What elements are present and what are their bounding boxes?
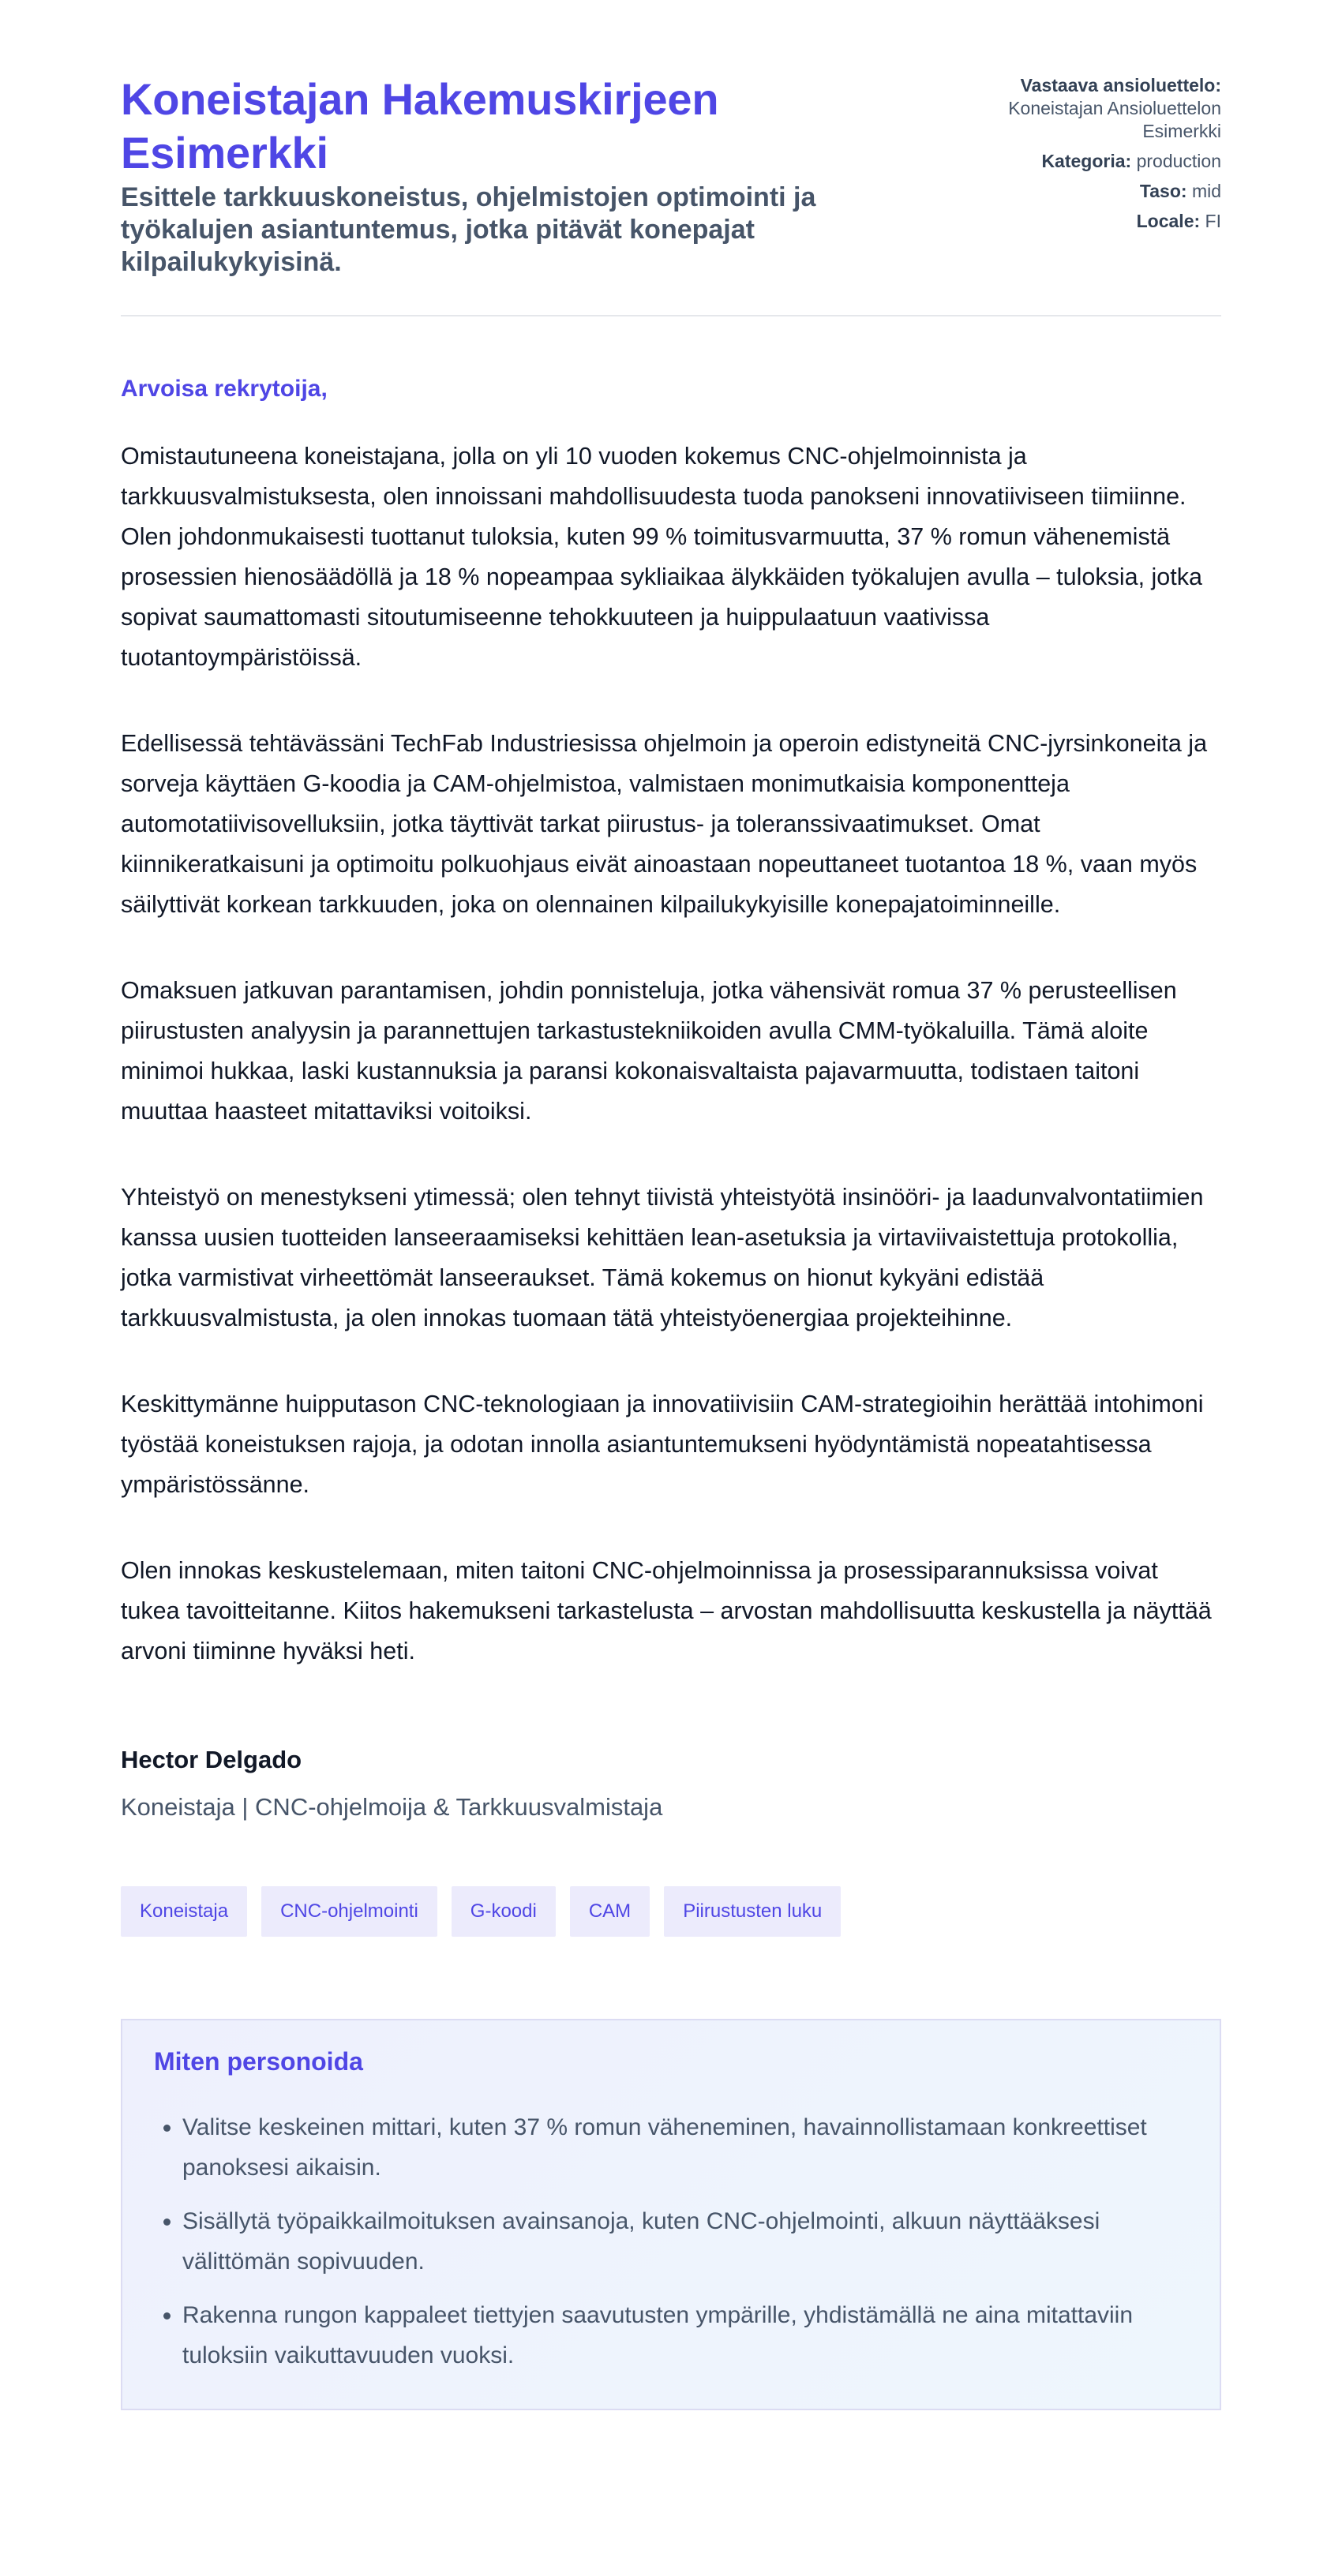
- letter-body: [121, 373, 1221, 2410]
- tag-list: [121, 1886, 1221, 1937]
- meta-resume-label: Vastaava ansioluettelo:: [1020, 75, 1221, 95]
- letter-paragraph-4: Yhteistyö on menestykseni ytimessä; olen tehnyt tiivistä yhteistyötä insinööri- ja laadunvalvontatiimien kanssa uusien tuotteiden lanseeraamiseksi kehittäen lean-asetuksia ja virtaviivaistettuja protokollia, jotka varmistivat virheettömät lanseeraukset. Tämä kokemus on hionut kykyäni edistää tarkkuusvalmistusta, ja olen innokas tuomaan tätä yhteistyöenergiaa projekteihinne.: [121, 1184, 1204, 1331]
- meta-level-label: Taso:: [1139, 181, 1187, 201]
- meta-category-label: Kategoria:: [1041, 151, 1132, 171]
- greeting-punctuation: ,: [321, 376, 328, 402]
- tag-cnc-ohjelmointi[interactable]: CNC-ohjelmointi: [261, 1886, 437, 1937]
- signature-title: Koneistaja | CNC-ohjelmoija & Tarkkuusvalmistaja: [121, 1793, 663, 1821]
- personalization-tips-box: [121, 2019, 1221, 2410]
- letter-greeting: [121, 373, 1221, 405]
- meta-locale: [961, 210, 1221, 233]
- letter-paragraph-6: Olen innokas keskustelemaan, miten taitoni CNC-ohjelmoinnissa ja prosessiparannuksissa voivat tukea tavoitteitanne. Kiitos hakemukseni tarkastelusta – arvostan mahdollisuutta keskustella ja näyttää arvoni tiiminne hyväksi heti.: [121, 1557, 1212, 1664]
- greeting-text: Arvoisa rekrytoija: [121, 376, 321, 402]
- tip-item: • Rakenna rungon kappaleet tiettyjen saavutusten ympärille, yhdistämällä ne aina mitattaviin tuloksiin vaikuttavuuden vuoksi.: [182, 2295, 1188, 2376]
- letter-paragraph-5: Keskittymänne huipputason CNC-teknologiaan ja innovatiivisiin CAM-strategioihin herättää intohimoni työstää koneistuksen rajoja, ja odotan innolla asiantuntemukseni hyödyntämistä nopeatahtisessa ympäristössänne.: [121, 1391, 1204, 1498]
- letter-paragraph-2: Edellisessä tehtävässäni TechFab Industriesissa ohjelmoin ja operoin edistyneitä CNC-jyrsinkoneita ja sorveja käyttäen G-koodia ja CAM-ohjelmistoa, valmistaen monimutkaisia komponentteja automotatiivisovelluksiin, jotka täyttivät tarkat piirustus- ja toleranssivaatimukset. Omat kiinnikeratkaisuni ja optimoitu polkuohjaus eivät ainoastaan nopeuttaneet tuotantoa 18 %, vaan myös säilyttivät korkean tarkkuuden, joka on olennainen kilpailukykyisille konepajatoiminneille.: [121, 730, 1208, 918]
- tip-item: • Valitse keskeinen mittari, kuten 37 % romun väheneminen, havainnollistamaan konkreettiset panoksesi aikaisin.: [182, 2107, 1188, 2188]
- signature-name: Hector Delgado: [121, 1746, 302, 1773]
- meta-level: [961, 180, 1221, 203]
- meta-resume: [961, 74, 1221, 143]
- meta-level-value: mid: [1191, 181, 1221, 201]
- letter-paragraph-1: Omistautuneena koneistajana, jolla on yli 10 vuoden kokemus CNC-ohjelmoinnista ja tarkkuusvalmistuksesta, olen innoissani mahdollisuudesta tuoda panokseni innovatiiviseen tiimiinne. Olen johdonmukaisesti tuottanut tuloksia, kuten 99 % toimitusvarmuutta, 37 % romun vähenemistä prosessien hienosäädöllä ja 18 % nopeampaa sykliaikaa älykkäiden työkalujen avulla – tuloksia, jotka sopivat saumattomasti sitoutumiseenne tehokkuuteen ja huippulaatuun vaativissa tuotantoympäristöissä.: [121, 443, 1202, 671]
- tips-title: Miten personoida: [154, 2047, 363, 2076]
- meta-resume-value: Koneistajan Ansioluettelon Esimerkki: [1008, 98, 1221, 141]
- tips-list: [154, 2107, 1188, 2376]
- tag-piirustusten-luku[interactable]: Piirustusten luku: [664, 1886, 841, 1937]
- page-title: Koneistajan Hakemuskirjeen Esimerkki: [121, 74, 719, 178]
- meta-category: [961, 150, 1221, 173]
- letter-paragraph-3: Omaksuen jatkuvan parantamisen, johdin ponnisteluja, jotka vähensivät romua 37 % perusteellisen piirustusten analyysin ja parannettujen tarkastustekniikoiden avulla CMM-työkaluilla. Tämä aloite minimoi hukkaa, laski kustannuksia ja paransi kokonaisvaltaista pajavarmuutta, todistaen taitoni muuttaa haasteet mitattaviksi voitoiksi.: [121, 977, 1177, 1125]
- meta-panel: [961, 73, 1221, 240]
- tip-item: • Sisällytä työpaikkailmoituksen avainsanoja, kuten CNC-ohjelmointi, alkuun näyttääksesi välittömän sopivuuden.: [182, 2201, 1188, 2282]
- tag-g-koodi[interactable]: G-koodi: [452, 1886, 556, 1937]
- header-titles: [121, 73, 879, 279]
- tag-koneistaja[interactable]: Koneistaja: [121, 1886, 247, 1937]
- tag-cam[interactable]: CAM: [570, 1886, 650, 1937]
- meta-category-value: production: [1136, 151, 1221, 171]
- signature-block: [121, 1744, 1221, 1823]
- meta-locale-value: FI: [1205, 211, 1221, 231]
- page-subtitle: Esittele tarkkuuskoneistus, ohjelmistojen optimointi ja työkalujen asiantuntemus, jotka pitävät konepajat kilpailukykyisinä.: [121, 182, 816, 277]
- cover-letter-page: [121, 0, 1221, 2473]
- meta-locale-label: Locale:: [1136, 211, 1201, 231]
- page-header: [121, 73, 1221, 316]
